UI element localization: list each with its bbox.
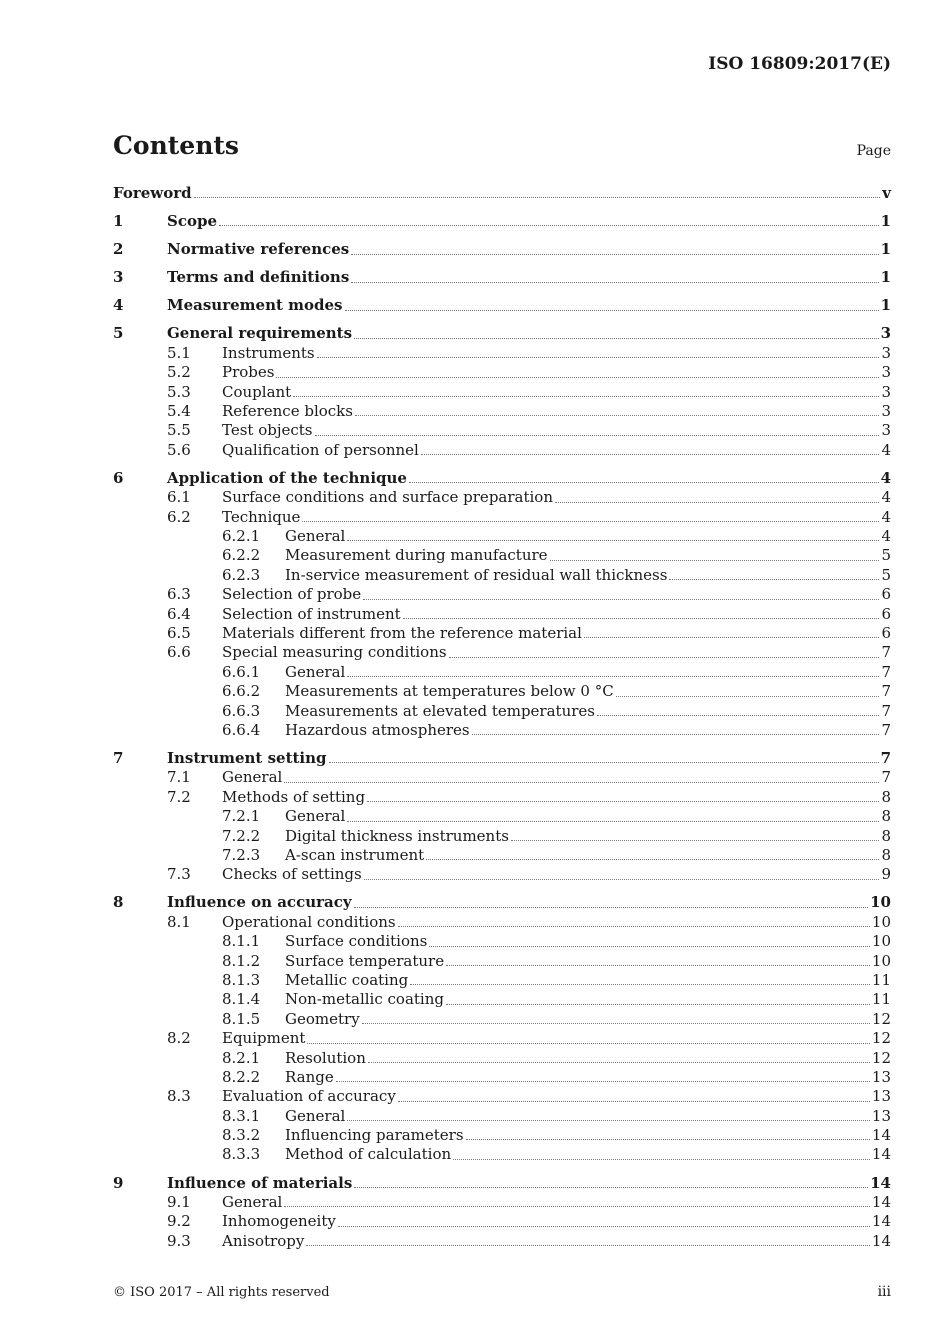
toc-entry-number: 7.2.3 (222, 845, 261, 864)
toc-entry-number: 7.3 (167, 865, 191, 884)
toc-entry-page: 7 (880, 748, 891, 767)
dot-leader (446, 1003, 870, 1005)
footer-page-number: iii (877, 1284, 891, 1300)
dot-leader (410, 983, 870, 985)
toc-entry[interactable] (113, 1107, 891, 1126)
toc-entry-page: 14 (871, 1212, 891, 1231)
toc-entry-title: Anisotropy (222, 1231, 305, 1250)
toc-entry-number: 5.3 (167, 382, 191, 401)
toc-entry[interactable] (113, 827, 891, 846)
toc-entry-number: 6.4 (167, 604, 191, 623)
toc-entry-number: 6.1 (167, 488, 191, 507)
toc-entry-title: General (222, 768, 283, 787)
toc-entry-page: 14 (871, 1192, 891, 1211)
toc-entry-page: 3 (880, 324, 891, 343)
toc-entry[interactable] (113, 240, 891, 259)
toc-entry-page: 6 (881, 623, 891, 642)
toc-entry-page: 14 (871, 1145, 891, 1164)
toc-entry-page: 11 (871, 970, 891, 989)
toc-entry-page: 5 (881, 546, 891, 565)
toc-entry-page: 12 (871, 1048, 891, 1067)
toc-entry-number: 8 (113, 893, 124, 912)
toc-entry-page: v (882, 184, 891, 202)
toc-entry-number: 9.1 (167, 1192, 191, 1211)
toc-entry[interactable] (113, 605, 891, 624)
toc-entry-title: Test objects (222, 421, 313, 440)
toc-entry-page: 3 (881, 421, 891, 440)
toc-entry[interactable] (113, 624, 891, 643)
dot-leader (597, 714, 879, 716)
dot-leader (347, 1119, 870, 1121)
dot-leader (306, 1244, 870, 1246)
dot-leader (351, 281, 878, 283)
toc-entry-title: Probes (222, 363, 275, 382)
toc-entry-page: 13 (871, 1087, 891, 1106)
toc-entry[interactable] (113, 268, 891, 287)
toc-entry-number: 5.4 (167, 401, 191, 420)
toc-entry[interactable] (113, 1010, 891, 1029)
toc-entry-number: 7 (113, 748, 124, 767)
toc-entry-title: Measurement during manufacture (285, 546, 548, 565)
footer-copyright: © ISO 2017 – All rights reserved (113, 1285, 330, 1300)
toc-entry[interactable] (113, 488, 891, 507)
toc-entry[interactable] (113, 768, 891, 787)
dot-leader (355, 414, 879, 416)
toc-entry-page: 10 (871, 932, 891, 951)
toc-entry-title: Reference blocks (222, 401, 353, 420)
toc-entry-page: 7 (881, 682, 891, 701)
toc-entry-number: 8.1 (167, 912, 191, 931)
toc-entry[interactable] (113, 702, 891, 721)
dot-leader (315, 434, 880, 436)
toc-entry-title: Scope (167, 212, 218, 231)
toc-entry[interactable] (113, 1232, 891, 1251)
dot-leader (466, 1138, 870, 1140)
dot-leader (367, 800, 879, 802)
toc-entry-title: Normative references (167, 240, 350, 259)
toc-entry-page: 1 (880, 240, 891, 259)
toc-entry-title: Couplant (222, 382, 292, 401)
dot-leader (307, 1042, 870, 1044)
toc-entry-number: 8.3.3 (222, 1145, 261, 1164)
toc-entry-page: 10 (871, 912, 891, 931)
toc-entry-number: 7.1 (167, 768, 191, 787)
toc-entry[interactable] (113, 1145, 891, 1164)
toc-entry-number: 8.2 (167, 1029, 191, 1048)
toc-entry[interactable] (113, 546, 891, 565)
toc-entry[interactable] (113, 421, 891, 440)
dot-leader (338, 1225, 870, 1227)
dot-leader (472, 733, 880, 735)
toc-entry-number: 6.2.3 (222, 565, 261, 584)
dot-leader (398, 1100, 870, 1102)
toc-entry-title: General (285, 526, 346, 545)
toc-entry[interactable] (113, 893, 891, 912)
dot-leader (368, 1061, 870, 1063)
toc-entry-title: Qualification of personnel (222, 440, 419, 459)
dot-leader (354, 337, 879, 339)
dot-leader (362, 1022, 870, 1024)
toc-entry-page: 1 (880, 296, 891, 315)
dot-leader (336, 1080, 870, 1082)
toc-entry-title: General (285, 1106, 346, 1125)
dot-leader (347, 820, 879, 822)
toc-entry-number: 8.2.1 (222, 1048, 261, 1067)
toc-entry[interactable] (113, 971, 891, 990)
toc-entry[interactable] (113, 1174, 891, 1193)
toc-entry-title: Materials different from the reference material (222, 623, 582, 642)
dot-leader (194, 196, 881, 198)
toc-entry-title: Selection of instrument (222, 604, 401, 623)
toc-entry-title: Application of the technique (167, 468, 407, 487)
toc-entry-number: 6.6.2 (222, 682, 261, 701)
toc-entry-title: General requirements (167, 324, 353, 343)
table-of-contents (113, 184, 891, 1251)
dot-leader (293, 395, 879, 397)
toc-entry-page: 7 (881, 662, 891, 681)
toc-entry[interactable] (113, 1029, 891, 1048)
toc-entry-page: 14 (871, 1231, 891, 1250)
toc-entry[interactable] (113, 184, 891, 203)
toc-entry-number: 5.5 (167, 421, 191, 440)
dot-leader (409, 481, 879, 483)
toc-entry-number: 7.2.1 (222, 807, 261, 826)
dot-leader (284, 781, 879, 783)
dot-leader (317, 356, 880, 358)
toc-entry-number: 6 (113, 468, 124, 487)
toc-entry-number: 9 (113, 1173, 124, 1192)
toc-entry-title: Instruments (222, 343, 315, 362)
toc-entry[interactable] (113, 663, 891, 682)
toc-entry-number: 6.6 (167, 643, 191, 662)
toc-entry-page: 3 (881, 382, 891, 401)
toc-entry-number: 7.2.2 (222, 826, 261, 845)
toc-entry-number: 6.6.4 (222, 720, 261, 739)
toc-entry-title: Surface conditions and surface preparation (222, 488, 553, 507)
toc-entry-title: Digital thickness instruments (285, 826, 509, 845)
dot-leader (351, 253, 878, 255)
toc-entry-page: 12 (871, 1029, 891, 1048)
toc-entry-number: 6.6.1 (222, 662, 261, 681)
toc-entry-number: 1 (113, 212, 124, 231)
toc-entry-number: 8.3.2 (222, 1126, 261, 1145)
toc-entry-number: 6.2.2 (222, 546, 261, 565)
toc-entry-number: 5.6 (167, 440, 191, 459)
dot-leader (345, 309, 879, 311)
dot-leader (616, 695, 880, 697)
toc-entry-page: 13 (871, 1067, 891, 1086)
toc-entry-page: 10 (871, 951, 891, 970)
dot-leader (453, 1158, 870, 1160)
toc-entry-title: Influence on accuracy (167, 893, 352, 912)
toc-entry-title: Surface conditions (285, 932, 428, 951)
toc-entry-title: Non-metallic coating (285, 990, 444, 1009)
toc-entry-page: 4 (881, 507, 891, 526)
toc-entry[interactable] (113, 749, 891, 768)
toc-entry-number: 9.3 (167, 1231, 191, 1250)
dot-leader (302, 520, 879, 522)
toc-entry-title: Influencing parameters (285, 1126, 464, 1145)
toc-entry-page: 7 (881, 701, 891, 720)
dot-leader (363, 598, 879, 600)
toc-entry[interactable] (113, 508, 891, 527)
dot-leader (584, 636, 880, 638)
toc-entry-page: 7 (881, 768, 891, 787)
toc-entry-page: 4 (880, 468, 891, 487)
toc-entry-number: 6.2.1 (222, 526, 261, 545)
toc-entry[interactable] (113, 807, 891, 826)
dot-leader (364, 878, 880, 880)
toc-entry-title: Geometry (285, 1009, 360, 1028)
toc-entry[interactable] (113, 585, 891, 604)
toc-entry-page: 8 (881, 787, 891, 806)
toc-entry[interactable] (113, 566, 891, 585)
toc-entry-page: 7 (881, 643, 891, 662)
toc-entry[interactable] (113, 363, 891, 382)
toc-entry-title: Equipment (222, 1029, 306, 1048)
toc-entry-number: 5.2 (167, 363, 191, 382)
toc-entry-page: 4 (881, 488, 891, 507)
toc-entry[interactable] (113, 932, 891, 951)
dot-leader (219, 224, 879, 226)
toc-entry-page: 3 (881, 401, 891, 420)
toc-entry[interactable] (113, 402, 891, 421)
document-id: ISO 16809:2017(E) (708, 54, 891, 74)
toc-entry-title: Foreword (113, 184, 192, 202)
toc-entry-number: 6.3 (167, 585, 191, 604)
toc-entry-title: Special measuring conditions (222, 643, 447, 662)
toc-entry-page: 3 (881, 363, 891, 382)
toc-entry-title: Inhomogeneity (222, 1212, 336, 1231)
toc-entry-number: 8.3 (167, 1087, 191, 1106)
dot-leader (354, 1186, 868, 1188)
toc-entry-title: General (285, 662, 346, 681)
toc-entry-title: Operational conditions (222, 912, 396, 931)
toc-entry-page: 9 (881, 865, 891, 884)
toc-entry-number: 5.1 (167, 343, 191, 362)
dot-leader (669, 578, 879, 580)
dot-leader (446, 964, 870, 966)
toc-entry[interactable] (113, 952, 891, 971)
toc-entry-number: 6.5 (167, 623, 191, 642)
toc-entry-title: Measurements at elevated temperatures (285, 701, 595, 720)
dot-leader (329, 761, 879, 763)
toc-entry-title: Selection of probe (222, 585, 362, 604)
toc-entry-page: 6 (881, 585, 891, 604)
toc-entry-title: Influence of materials (167, 1173, 353, 1192)
dot-leader (284, 1205, 870, 1207)
toc-entry-title: Measurement modes (167, 296, 343, 315)
dot-leader (403, 617, 880, 619)
toc-entry-number: 5 (113, 324, 124, 343)
toc-entry-title: Method of calculation (285, 1145, 452, 1164)
toc-entry[interactable] (113, 846, 891, 865)
toc-entry-page: 13 (871, 1106, 891, 1125)
toc-entry-number: 8.3.1 (222, 1106, 261, 1125)
toc-entry[interactable] (113, 1212, 891, 1231)
toc-entry[interactable] (113, 469, 891, 488)
toc-entry[interactable] (113, 1126, 891, 1145)
toc-entry-page: 8 (881, 807, 891, 826)
toc-entry-number: 6.6.3 (222, 701, 261, 720)
toc-entry[interactable] (113, 865, 891, 884)
toc-entry[interactable] (113, 344, 891, 363)
toc-entry-page: 5 (881, 565, 891, 584)
toc-entry[interactable] (113, 527, 891, 546)
toc-entry[interactable] (113, 324, 891, 343)
toc-entry-number: 2 (113, 240, 124, 259)
dot-leader (511, 839, 880, 841)
toc-entry-title: Checks of settings (222, 865, 362, 884)
toc-entry-page: 12 (871, 1009, 891, 1028)
toc-entry-number: 8.1.1 (222, 932, 261, 951)
dot-leader (421, 453, 880, 455)
toc-entry[interactable] (113, 296, 891, 315)
toc-entry[interactable] (113, 1087, 891, 1106)
toc-entry-title: In-service measurement of residual wall thickness (285, 565, 668, 584)
toc-entry-title: A-scan instrument (285, 845, 425, 864)
toc-entry[interactable] (113, 1193, 891, 1212)
toc-entry[interactable] (113, 1049, 891, 1068)
toc-entry[interactable] (113, 643, 891, 662)
toc-entry-number: 3 (113, 268, 124, 287)
page-title: Contents (113, 131, 240, 160)
toc-entry[interactable] (113, 721, 891, 740)
toc-entry-title: General (222, 1192, 283, 1211)
toc-entry-title: Surface temperature (285, 951, 445, 970)
page-column-label: Page (856, 143, 891, 159)
toc-entry-title: Resolution (285, 1048, 366, 1067)
toc-entry-page: 1 (880, 268, 891, 287)
toc-entry-title: Technique (222, 507, 301, 526)
toc-entry-page: 8 (881, 826, 891, 845)
toc-entry-number: 4 (113, 296, 124, 315)
toc-entry-number: 7.2 (167, 787, 191, 806)
toc-entry-title: Hazardous atmospheres (285, 720, 470, 739)
toc-entry-number: 8.1.2 (222, 951, 261, 970)
toc-entry[interactable] (113, 788, 891, 807)
toc-entry-page: 8 (881, 845, 891, 864)
toc-entry-title: Methods of setting (222, 787, 366, 806)
dot-leader (555, 501, 879, 503)
toc-entry-title: General (285, 807, 346, 826)
dot-leader (347, 675, 879, 677)
toc-entry-number: 8.1.5 (222, 1009, 261, 1028)
toc-entry-number: 8.1.3 (222, 970, 261, 989)
toc-entry-page: 14 (871, 1126, 891, 1145)
toc-entry-title: Evaluation of accuracy (222, 1087, 396, 1106)
toc-entry-number: 6.2 (167, 507, 191, 526)
toc-entry[interactable] (113, 682, 891, 701)
dot-leader (550, 559, 880, 561)
toc-entry-page: 14 (870, 1173, 891, 1192)
toc-entry-title: Range (285, 1067, 334, 1086)
toc-entry-title: Terms and definitions (167, 268, 350, 287)
toc-entry[interactable] (113, 212, 891, 231)
toc-entry[interactable] (113, 1068, 891, 1087)
dot-leader (398, 925, 870, 927)
dot-leader (426, 858, 879, 860)
dot-leader (354, 906, 869, 908)
toc-entry[interactable] (113, 441, 891, 460)
dot-leader (449, 656, 880, 658)
toc-entry-page: 3 (881, 343, 891, 362)
toc-entry-number: 9.2 (167, 1212, 191, 1231)
toc-entry-page: 7 (881, 720, 891, 739)
toc-entry-page: 6 (881, 604, 891, 623)
dot-leader (429, 945, 870, 947)
toc-entry-title: Measurements at temperatures below 0 °C (285, 682, 614, 701)
dot-leader (347, 539, 879, 541)
toc-entry-page: 11 (871, 990, 891, 1009)
toc-entry-title: Metallic coating (285, 970, 409, 989)
toc-entry-page: 4 (881, 526, 891, 545)
toc-entry-number: 8.2.2 (222, 1067, 261, 1086)
toc-entry-number: 8.1.4 (222, 990, 261, 1009)
toc-entry[interactable] (113, 990, 891, 1009)
toc-entry-title: Instrument setting (167, 748, 327, 767)
toc-entry-page: 4 (881, 440, 891, 459)
toc-entry[interactable] (113, 383, 891, 402)
dot-leader (276, 376, 879, 378)
toc-entry-page: 1 (880, 212, 891, 231)
toc-entry[interactable] (113, 913, 891, 932)
toc-entry-page: 10 (870, 893, 891, 912)
